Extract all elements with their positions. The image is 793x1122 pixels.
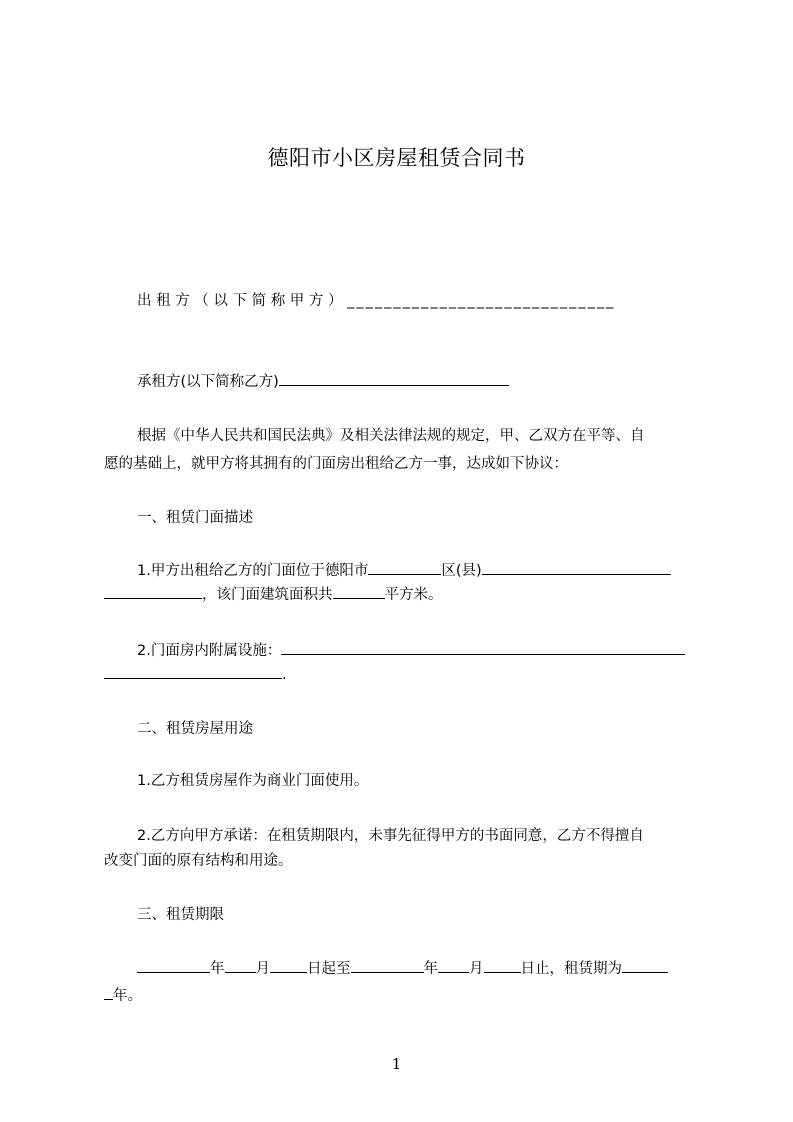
- term-length-blank: [622, 958, 668, 973]
- item-1-1-text-b: 区(县): [441, 563, 482, 579]
- section-1-heading: 一、租赁门面描述: [137, 510, 253, 526]
- start-month-blank: [225, 958, 256, 973]
- document-title: 德阳市小区房屋租赁合同书: [267, 146, 526, 170]
- intro-line-1: 根据《中华人民共和国民法典》及相关法律法规的规定，甲、乙双方在平等、自: [137, 428, 645, 444]
- page-number: 1: [391, 1055, 402, 1073]
- lessee-line: [137, 371, 704, 392]
- term-line-2: [104, 985, 704, 1006]
- term-length-blank-2: [104, 985, 113, 1000]
- start-year-blank: [137, 958, 210, 973]
- lessee-label: 承租方(以下简称乙方): [137, 374, 279, 390]
- intro-line-2: 愿的基础上，就甲方将其拥有的门面房出租给乙方一事，达成如下协议：: [104, 456, 568, 472]
- item-1-1-text-d: 平方米。: [384, 587, 443, 603]
- district-blank-2: [104, 584, 202, 599]
- lessor-blank: _____________________________: [347, 293, 616, 309]
- term-line-1: [137, 958, 704, 979]
- facilities-blank-1: [281, 640, 685, 655]
- term-until: 日止，租赁期为: [520, 961, 622, 977]
- term-from: 日起至: [307, 961, 351, 977]
- end-day-blank: [484, 958, 521, 973]
- term-month-2: 月: [469, 961, 484, 977]
- lessee-blank: [279, 371, 509, 386]
- item-1-2-line-2: [104, 664, 704, 685]
- section-3-heading: 三、租赁期限: [137, 907, 224, 923]
- item-2-2-line-1: 2.乙方向甲方承诺：在租赁期限内，未事先征得甲方的书面同意，乙方不得擅自: [137, 828, 644, 844]
- facilities-blank-2: [104, 664, 282, 679]
- item-1-1-text-c: ，该门面建筑面积共: [202, 587, 333, 603]
- item-1-1-text-a: 1.甲方出租给乙方的门面位于德阳市: [137, 563, 369, 579]
- start-day-blank: [270, 958, 307, 973]
- end-month-blank: [438, 958, 469, 973]
- area-blank: [333, 584, 385, 599]
- item-1-1-line-1: [137, 560, 704, 581]
- term-end: 年。: [113, 988, 142, 1004]
- term-month-1: 月: [255, 961, 270, 977]
- term-year-2: 年: [423, 961, 438, 977]
- lessor-label: 出租方（以下简称甲方）: [137, 293, 348, 309]
- section-2-heading: 二、租赁房屋用途: [137, 721, 253, 737]
- item-1-2-line-1: [137, 640, 704, 661]
- city-blank: [368, 560, 441, 575]
- item-2-2-line-2: 改变门面的原有结构和用途。: [104, 853, 293, 869]
- term-year-1: 年: [210, 961, 225, 977]
- end-year-blank: [351, 958, 424, 973]
- lessor-line: [137, 291, 704, 311]
- item-1-1-line-2: [104, 584, 704, 605]
- item-2-1: 1.乙方租赁房屋作为商业门面使用。: [137, 773, 369, 789]
- item-1-2-text-a: 2.门面房内附属设施：: [137, 643, 282, 659]
- district-blank-1: [482, 560, 671, 575]
- item-1-2-end: .: [282, 667, 287, 683]
